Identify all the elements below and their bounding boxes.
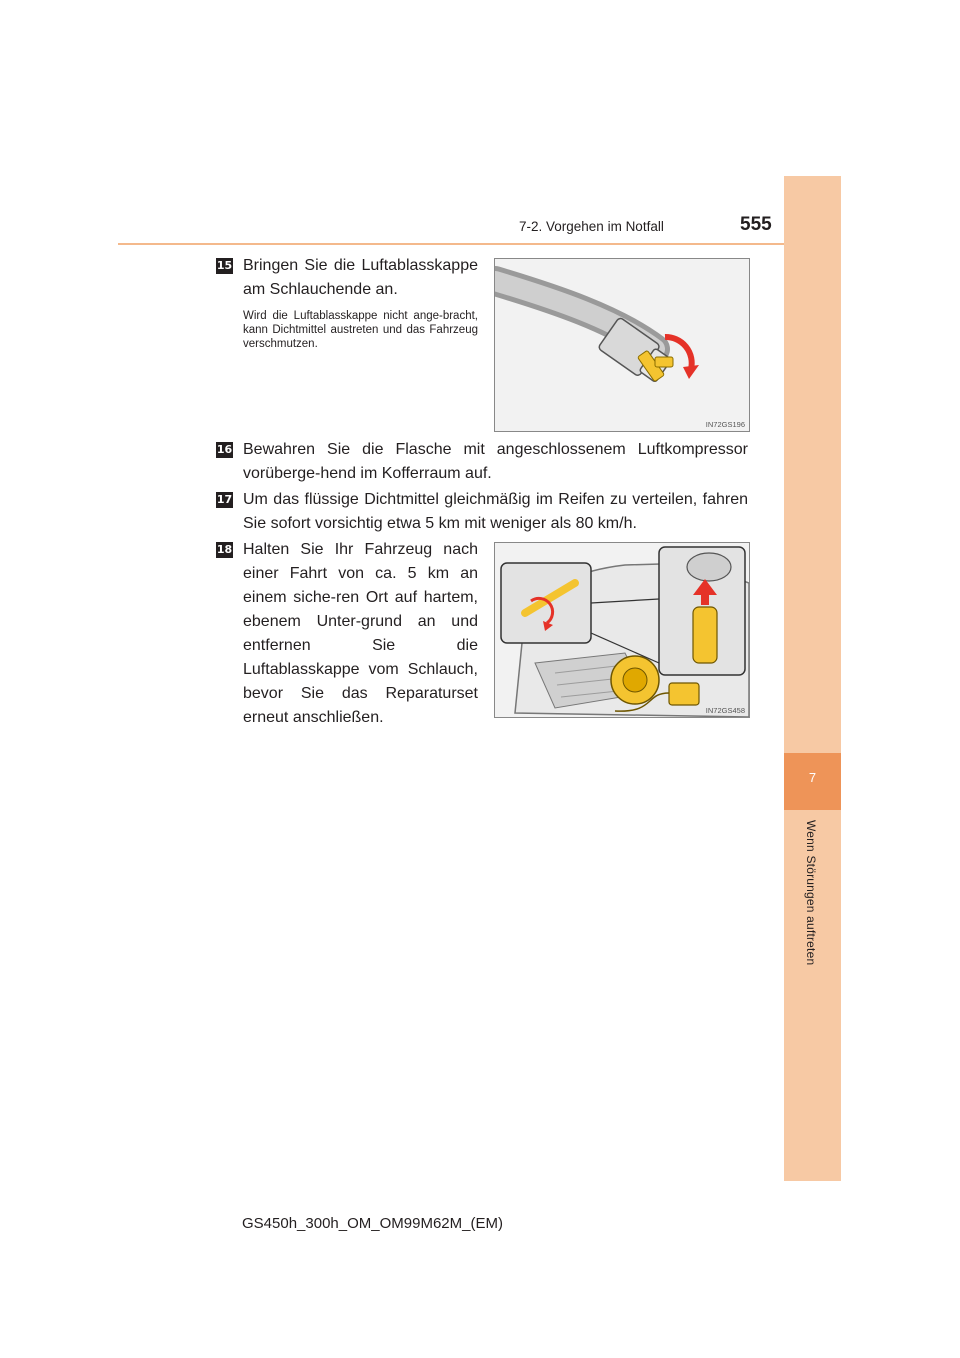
step-15-text: Bringen Sie die Luftablasskappe am Schlauchende an. (243, 257, 478, 298)
header-rule (118, 243, 784, 245)
chapter-title: Wenn Störungen auftreten (804, 820, 818, 966)
page-number: 555 (740, 214, 772, 235)
step-17-text: Um das flüssige Dichtmittel gleichmäßig im Reifen zu verteilen, fahren Sie sofort vorsichtig etwa 5 km mit weniger als 80 km/h. (243, 491, 748, 532)
illustration-hose-cap (494, 258, 750, 432)
step-number-16: 16 (216, 443, 233, 456)
step-16-text: Bewahren Sie die Flasche mit angeschlossenem Luftkompressor vorüberge-hend im Kofferraum auf. (243, 441, 748, 482)
illustration-car-repair-kit (494, 542, 750, 718)
step-number-18: 18 (216, 543, 233, 556)
section-title: 7-2. Vorgehen im Notfall (519, 219, 664, 234)
document-code: GS450h_300h_OM_OM99M62M_(EM) (242, 1215, 503, 1232)
step-number-15: 15 (216, 259, 233, 272)
chapter-number: 7 (808, 770, 817, 785)
step-18-text: Halten Sie Ihr Fahrzeug nach einer Fahrt von ca. 5 km an einem siche-ren Ort auf hartem, ebenem Unter-grund an und entfernen Sie die Luftablasskappe vom Schlauch, bevor Sie das Reparaturset erneut anschließen. (243, 541, 478, 726)
step-15-note: Wird die Luftablasskappe nicht ange-bracht, kann Dichtmittel austreten und das Fahrzeug verschmutzen. (243, 310, 478, 350)
car-repair-kit-drawing (495, 543, 749, 717)
illustration-code-15: IN72GS196 (705, 420, 745, 429)
chapter-side-tab (784, 176, 841, 1181)
hose-cap-drawing (495, 259, 749, 431)
step-number-17: 17 (216, 493, 233, 506)
illustration-code-18: IN72GS458 (705, 706, 745, 715)
